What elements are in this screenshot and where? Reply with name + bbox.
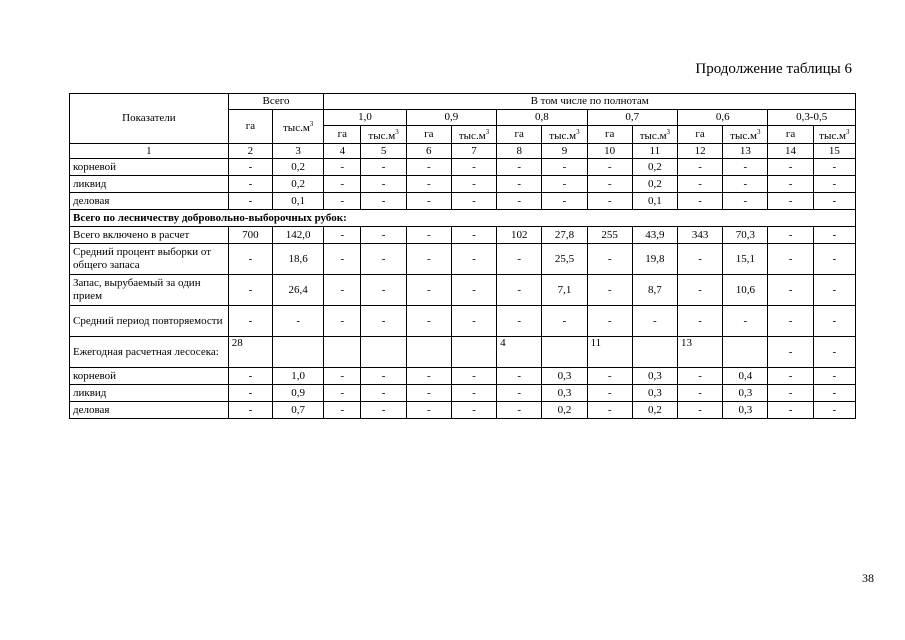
cell-value: - [678,385,723,402]
cell-value: - [324,244,361,275]
cell-value: 343 [678,227,723,244]
header-unit-ha: га [497,126,542,144]
table-row [70,402,856,419]
cell-value: - [406,306,451,337]
cell-value: - [406,368,451,385]
column-number: 15 [813,144,855,159]
table-row [70,244,856,275]
column-number: 6 [406,144,451,159]
header-unit-ha: га [324,126,361,144]
unit-superscript: 3 [576,128,580,136]
cell-value: - [406,193,451,210]
cell-value: - [228,402,272,419]
header-including: В том числе по полнотам [324,94,856,110]
cell-value: 0,2 [273,176,324,193]
table-row [70,227,856,244]
cell-value: - [723,193,768,210]
page-number: 38 [862,571,874,585]
cell-value: 43,9 [632,227,677,244]
cell-value: - [228,306,272,337]
cell-value: 0,2 [273,159,324,176]
column-number: 11 [632,144,677,159]
cell-value: - [228,385,272,402]
cell-value: - [273,306,324,337]
cell-value: - [768,193,813,210]
cell-value: 0,3 [542,385,587,402]
table-row [70,193,856,210]
column-numbers-row [70,144,856,159]
cell-value: - [361,176,406,193]
cell-value: - [587,244,632,275]
cell-value: - [768,402,813,419]
cell-value: - [542,176,587,193]
cell-value: - [497,275,542,306]
cell-value: - [451,385,496,402]
cell-value: - [813,306,855,337]
column-number: 13 [723,144,768,159]
cell-value: - [361,368,406,385]
row-label: Средний период повторяемости [70,306,229,337]
cell-value: - [497,385,542,402]
cell-value: - [324,368,361,385]
cell-value: - [723,176,768,193]
row-label: деловая [70,193,229,210]
cell-value [406,337,451,368]
header-unit-ha: га [587,126,632,144]
cell-value: 11 [587,337,632,368]
cell-value: - [497,193,542,210]
cell-value: - [813,402,855,419]
header-unit-ha: га [768,126,813,144]
table-row [70,368,856,385]
cell-value: - [678,306,723,337]
cell-value: - [451,306,496,337]
cell-value: - [678,275,723,306]
cell-value: 4 [497,337,542,368]
column-number: 9 [542,144,587,159]
row-label: корневой [70,159,229,176]
cell-value: 10,6 [723,275,768,306]
cell-value: - [451,227,496,244]
unit-superscript: 3 [485,128,490,136]
header-density: 0,3-0,5 [768,110,856,126]
cell-value: - [813,337,855,368]
cell-value: 18,6 [273,244,324,275]
table-row [70,337,856,368]
cell-value: - [324,275,361,306]
cell-value: 0,2 [632,402,677,419]
cell-value: - [361,275,406,306]
cell-value: - [542,193,587,210]
header-unit-tys [451,126,496,144]
cell-value [723,337,768,368]
cell-value: - [632,306,677,337]
cell-value: 15,1 [723,244,768,275]
cell-value: 0,3 [632,368,677,385]
column-number: 12 [678,144,723,159]
cell-value: 700 [228,227,272,244]
cell-value: - [813,193,855,210]
cell-value: - [587,193,632,210]
cell-value: - [406,275,451,306]
cell-value: - [768,368,813,385]
cell-value: 0,3 [723,385,768,402]
unit-superscript: 3 [756,128,761,136]
cell-value: 70,3 [723,227,768,244]
cell-value: - [451,275,496,306]
section-row [70,210,856,227]
cell-value: - [497,402,542,419]
cell-value: - [587,159,632,176]
table-row [70,385,856,402]
cell-value: 26,4 [273,275,324,306]
row-label: Всего включено в расчет [70,227,229,244]
cell-value: 0,3 [723,402,768,419]
cell-value: 13 [678,337,723,368]
cell-value: 27,8 [542,227,587,244]
cell-value: - [813,275,855,306]
table-row [70,306,856,337]
cell-value: 0,9 [273,385,324,402]
row-label: корневой [70,368,229,385]
unit-text: тыс.м [639,130,667,142]
cell-value [451,337,496,368]
cell-value: - [361,159,406,176]
cell-value: - [406,227,451,244]
cell-value: - [406,385,451,402]
header-total-tys: $тыс.м^3$ [273,110,324,144]
cell-value: 0,2 [632,159,677,176]
cell-value: - [451,159,496,176]
cell-value: - [813,227,855,244]
cell-value: 0,2 [542,402,587,419]
cell-value: - [768,275,813,306]
cell-value: 0,1 [273,193,324,210]
cell-value: - [723,306,768,337]
cell-value: - [497,244,542,275]
cell-value [542,337,587,368]
cell-value: - [324,227,361,244]
column-number: 8 [497,144,542,159]
header-unit-tys [542,126,587,144]
column-number: 2 [228,144,272,159]
cell-value: - [813,385,855,402]
unit-superscript: 3 [845,128,850,136]
header-density: 0,7 [587,110,677,126]
header-density: 0,6 [678,110,768,126]
column-number: 14 [768,144,813,159]
cell-value: - [324,159,361,176]
unit-superscript: 3 [666,128,671,136]
cell-value: - [587,402,632,419]
cell-value: - [228,244,272,275]
unit-text: тыс.м [730,130,757,142]
cell-value: 0,2 [632,176,677,193]
column-number: 1 [70,144,229,159]
cell-value: - [813,176,855,193]
cell-value: - [324,306,361,337]
cell-value: - [587,306,632,337]
header-indicators: Показатели [70,94,229,144]
cell-value: - [324,402,361,419]
row-label: Средний процент выборки от общего запаса [70,244,229,275]
cell-value: 28 [228,337,272,368]
cell-value: - [324,193,361,210]
header-total-ha: га [228,110,272,144]
cell-value: 8,7 [632,275,677,306]
header-total: Всего [228,94,323,110]
cell-value: - [451,176,496,193]
cell-value: - [813,368,855,385]
header-density: 0,9 [406,110,496,126]
cell-value: - [587,385,632,402]
cell-value: - [497,368,542,385]
row-label: ликвид [70,385,229,402]
cell-value: - [406,402,451,419]
cell-value: - [406,159,451,176]
table-caption: Продолжение таблицы 6 [695,61,852,77]
cell-value: - [451,244,496,275]
cell-value: 255 [587,227,632,244]
row-label: Запас, вырубаемый за один прием [70,275,229,306]
cell-value: - [497,306,542,337]
cell-value: - [542,159,587,176]
header-unit-tys [813,126,855,144]
header-unit-tys [632,126,677,144]
header-unit-ha: га [406,126,451,144]
column-number: 7 [451,144,496,159]
row-label: Ежегодная расчетная лесосека: [70,337,229,368]
cell-value: 25,5 [542,244,587,275]
cell-value: - [497,176,542,193]
cell-value: - [228,193,272,210]
cell-value: - [361,244,406,275]
unit-superscript: 3 [395,128,399,136]
cell-value: - [361,193,406,210]
cell-value: 0,7 [273,402,324,419]
cell-value: - [228,176,272,193]
header-density: 0,8 [497,110,587,126]
cell-value [361,337,406,368]
cell-value: - [451,402,496,419]
cell-value: - [768,306,813,337]
cell-value: - [361,402,406,419]
unit-text: тыс.м [458,130,486,142]
cell-value: - [768,176,813,193]
cell-value: - [768,244,813,275]
cell-value: - [361,385,406,402]
cell-value: - [228,275,272,306]
cell-value: - [587,368,632,385]
cell-value: - [228,159,272,176]
cell-value: - [451,368,496,385]
column-number: 10 [587,144,632,159]
column-number: 3 [273,144,324,159]
cell-value: 19,8 [632,244,677,275]
cell-value: - [324,176,361,193]
cell-value [324,337,361,368]
cell-value: - [324,385,361,402]
cell-value: - [678,402,723,419]
cell-value: - [451,193,496,210]
header-density: 1,0 [324,110,406,126]
cell-value: - [768,337,813,368]
header-unit-ha: га [678,126,723,144]
cell-value: - [587,275,632,306]
cell-value: 142,0 [273,227,324,244]
cell-value: 0,3 [632,385,677,402]
unit-text: тыс.м [368,130,396,142]
cell-value: 0,4 [723,368,768,385]
table-row [70,275,856,306]
cell-value: - [678,244,723,275]
cell-value: - [497,159,542,176]
column-number: 5 [361,144,406,159]
unit-text: тыс.м [819,130,846,142]
cell-value: - [406,176,451,193]
cell-value: - [228,368,272,385]
cell-value: 102 [497,227,542,244]
cell-value: - [768,385,813,402]
table-row [70,176,856,193]
cell-value [273,337,324,368]
cell-value: - [587,176,632,193]
header-unit-tys [361,126,406,144]
cell-value: - [813,244,855,275]
unit-text: тыс.м [549,130,577,142]
row-label: деловая [70,402,229,419]
cell-value: - [678,368,723,385]
row-label: ликвид [70,176,229,193]
column-number: 4 [324,144,361,159]
cell-value: 7,1 [542,275,587,306]
section-title: Всего по лесничеству добровольно-выборочных рубок: [70,210,856,227]
cell-value: - [768,227,813,244]
header-unit-tys [723,126,768,144]
cell-value [632,337,677,368]
cell-value: - [542,306,587,337]
cell-value: - [678,159,723,176]
cell-value: - [678,176,723,193]
cell-value: - [813,159,855,176]
cell-value: - [768,159,813,176]
cell-value: - [723,159,768,176]
cell-value: 1,0 [273,368,324,385]
cell-value: - [361,227,406,244]
cell-value: 0,3 [542,368,587,385]
cell-value: - [406,244,451,275]
cell-value: 0,1 [632,193,677,210]
cell-value: - [361,306,406,337]
table-row [70,159,856,176]
data-table [69,93,856,419]
cell-value: - [678,193,723,210]
